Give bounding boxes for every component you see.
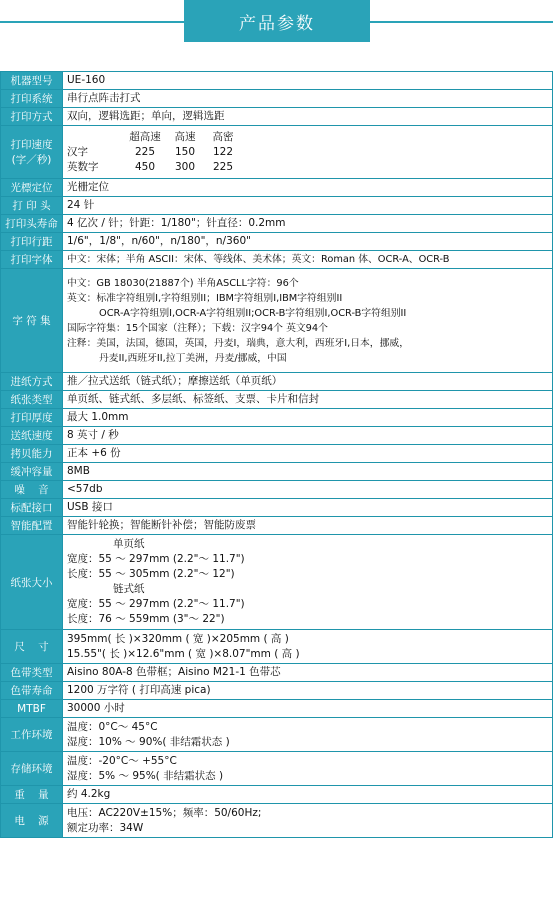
row-value: 1/6"，1/8"，n/60"，n/180"，n/360" bbox=[63, 233, 553, 251]
row-value: 智能针轮换；智能断针补偿；智能防废票 bbox=[63, 517, 553, 535]
table-row bbox=[1, 630, 553, 664]
spec-table bbox=[0, 71, 553, 838]
row-label: 拷贝能力 bbox=[1, 445, 63, 463]
charset-line: 国际字符集：15个国家（注释）；下载：汉字94个 英文94个 bbox=[67, 322, 328, 334]
row-label: 光標定位 bbox=[1, 179, 63, 197]
table-row bbox=[1, 700, 553, 718]
size-values bbox=[63, 630, 553, 664]
charset-line: 注释：美国，法国，德国，英国，丹麦I，瑞典，意大利，西班牙I,日本，挪威， bbox=[67, 337, 409, 349]
row-value: 双向，逻辑选距；单向，逻辑选距 bbox=[63, 108, 553, 126]
row-label: 打印厚度 bbox=[1, 409, 63, 427]
row-label: 工作环境 bbox=[1, 718, 63, 752]
row-value: 推／拉式送纸（链式纸）；摩擦送纸（单页纸） bbox=[63, 373, 553, 391]
table-row bbox=[1, 481, 553, 499]
table-row bbox=[1, 445, 553, 463]
row-value: 8 英寸 / 秒 bbox=[63, 427, 553, 445]
paper-size-values bbox=[63, 535, 553, 630]
store-env-line: 湿度：5% ～ 95%( 非结霜状态 ) bbox=[67, 769, 224, 782]
table-row bbox=[1, 391, 553, 409]
row-value: 正本 +6 份 bbox=[63, 445, 553, 463]
table-row bbox=[1, 463, 553, 481]
charset-line: 英文：标准字符组别I,字符组别II；IBM字符组别I,IBM字符组别II bbox=[67, 292, 343, 304]
row-label: 重 量 bbox=[1, 786, 63, 804]
row-label: 打印行距 bbox=[1, 233, 63, 251]
speed-header: 超高速 bbox=[129, 130, 161, 143]
speed-value: 225 bbox=[212, 160, 234, 173]
table-row bbox=[1, 752, 553, 786]
row-label: 存储环境 bbox=[1, 752, 63, 786]
work-env-values bbox=[63, 718, 553, 752]
row-value: 24 针 bbox=[63, 197, 553, 215]
row-value: 光栅定位 bbox=[63, 179, 553, 197]
table-row bbox=[1, 804, 553, 838]
table-row bbox=[1, 90, 553, 108]
row-label: 送纸速度 bbox=[1, 427, 63, 445]
table-row bbox=[1, 72, 553, 90]
table-row bbox=[1, 126, 553, 179]
speed-label-line2: (字／秒) bbox=[11, 154, 52, 166]
row-value: 最大 1.0mm bbox=[63, 409, 553, 427]
paper-size-line: 链式纸 bbox=[113, 583, 145, 595]
speed-value: 300 bbox=[174, 160, 196, 173]
speed-header: 高速 bbox=[174, 130, 196, 143]
work-env-line: 温度：0°C～ 45°C bbox=[67, 720, 158, 733]
table-row bbox=[1, 535, 553, 630]
row-label: 色带类型 bbox=[1, 664, 63, 682]
table-row bbox=[1, 251, 553, 269]
table-row bbox=[1, 499, 553, 517]
row-label: 字 符 集 bbox=[1, 269, 63, 373]
table-row bbox=[1, 427, 553, 445]
row-label: MTBF bbox=[1, 700, 63, 718]
row-label bbox=[1, 126, 63, 179]
speed-value: 150 bbox=[174, 145, 196, 158]
table-row bbox=[1, 197, 553, 215]
row-label: 打印字体 bbox=[1, 251, 63, 269]
row-value: 1200 万字符 ( 打印高速 pica) bbox=[63, 682, 553, 700]
row-label: 纸张大小 bbox=[1, 535, 63, 630]
paper-size-line: 长度：55 ～ 305mm (2.2"～ 12") bbox=[67, 568, 235, 580]
size-line: 395mm( 长 )×320mm ( 宽 )×205mm ( 高 ) bbox=[67, 632, 289, 645]
paper-size-line: 宽度：55 ～ 297mm (2.2"～ 11.7") bbox=[67, 553, 245, 565]
table-row bbox=[1, 179, 553, 197]
row-label: 色带寿命 bbox=[1, 682, 63, 700]
power-line: 电压：AC220V±15%；频率：50/60Hz; bbox=[67, 806, 262, 819]
row-value: 约 4.2kg bbox=[63, 786, 553, 804]
store-env-line: 温度：-20°C～ +55°C bbox=[67, 754, 177, 767]
size-line: 15.55"( 长 )×12.6"mm ( 宽 )×8.07"mm ( 高 ) bbox=[67, 647, 300, 660]
charset-values bbox=[63, 269, 553, 373]
row-label: 电 源 bbox=[1, 804, 63, 838]
speed-row-name: 英数字 bbox=[67, 160, 99, 173]
table-row bbox=[1, 718, 553, 752]
row-value: <57db bbox=[63, 481, 553, 499]
page-title: 产品参数 bbox=[184, 0, 370, 42]
table-row bbox=[1, 786, 553, 804]
table-row bbox=[1, 517, 553, 535]
table-row bbox=[1, 215, 553, 233]
row-label: 打印头寿命 bbox=[1, 215, 63, 233]
speed-value: 122 bbox=[212, 145, 234, 158]
paper-size-line: 长度：76 ～ 559mm (3"～ 22") bbox=[67, 613, 225, 625]
row-label: 纸张类型 bbox=[1, 391, 63, 409]
row-label: 智能配置 bbox=[1, 517, 63, 535]
charset-line: OCR-A字符组别I,OCR-A字符组别II;OCR-B字符组别I,OCR-B字符组别II bbox=[99, 307, 407, 319]
row-value: 30000 小时 bbox=[63, 700, 553, 718]
speed-header: 高密 bbox=[212, 130, 234, 143]
row-value: 4 亿次 / 针；针距：1/180"；针直径：0.2mm bbox=[63, 215, 553, 233]
table-row bbox=[1, 108, 553, 126]
paper-size-line: 宽度：55 ～ 297mm (2.2"～ 11.7") bbox=[67, 598, 245, 610]
row-value: USB 接口 bbox=[63, 499, 553, 517]
speed-row-name: 汉字 bbox=[67, 145, 88, 158]
row-label: 打印方式 bbox=[1, 108, 63, 126]
charset-line: 丹麦II,西班牙II,拉丁美洲，丹麦/挪威，中国 bbox=[99, 352, 287, 364]
store-env-values bbox=[63, 752, 553, 786]
row-label: 进纸方式 bbox=[1, 373, 63, 391]
row-value: 8MB bbox=[63, 463, 553, 481]
row-label: 缓冲容量 bbox=[1, 463, 63, 481]
row-value: UE-160 bbox=[63, 72, 553, 90]
speed-label-line1: 打印速度 bbox=[10, 139, 53, 151]
row-label: 打印系统 bbox=[1, 90, 63, 108]
table-row bbox=[1, 664, 553, 682]
table-row bbox=[1, 233, 553, 251]
row-label: 机器型号 bbox=[1, 72, 63, 90]
row-label: 噪 音 bbox=[1, 481, 63, 499]
charset-line: 中文：GB 18030(21887个) 半角ASCLL字符：96个 bbox=[67, 277, 299, 289]
table-row bbox=[1, 682, 553, 700]
table-row bbox=[1, 409, 553, 427]
header-bar bbox=[0, 0, 553, 44]
row-label: 标配接口 bbox=[1, 499, 63, 517]
power-line: 额定功率：34W bbox=[67, 821, 144, 834]
row-value: 单页纸、链式纸、多层纸、标签纸、支票、卡片和信封 bbox=[63, 391, 553, 409]
paper-size-line: 单页纸 bbox=[113, 538, 145, 550]
table-row bbox=[1, 373, 553, 391]
row-label: 打 印 头 bbox=[1, 197, 63, 215]
speed-value: 225 bbox=[134, 145, 156, 158]
speed-value: 450 bbox=[134, 160, 156, 173]
row-value: 中文：宋体；半角 ASCII：宋体、等线体、美术体；英文：Roman 体、OCR-A、OCR-B bbox=[63, 251, 553, 269]
row-label: 尺 寸 bbox=[1, 630, 63, 664]
speed-table bbox=[63, 126, 553, 179]
row-value: 串行点阵击打式 bbox=[63, 90, 553, 108]
table-row bbox=[1, 269, 553, 373]
row-value: Aisino 80A-8 色带框；Aisino M21-1 色带芯 bbox=[63, 664, 553, 682]
power-values bbox=[63, 804, 553, 838]
work-env-line: 湿度：10% ～ 90%( 非结霜状态 ) bbox=[67, 735, 230, 748]
